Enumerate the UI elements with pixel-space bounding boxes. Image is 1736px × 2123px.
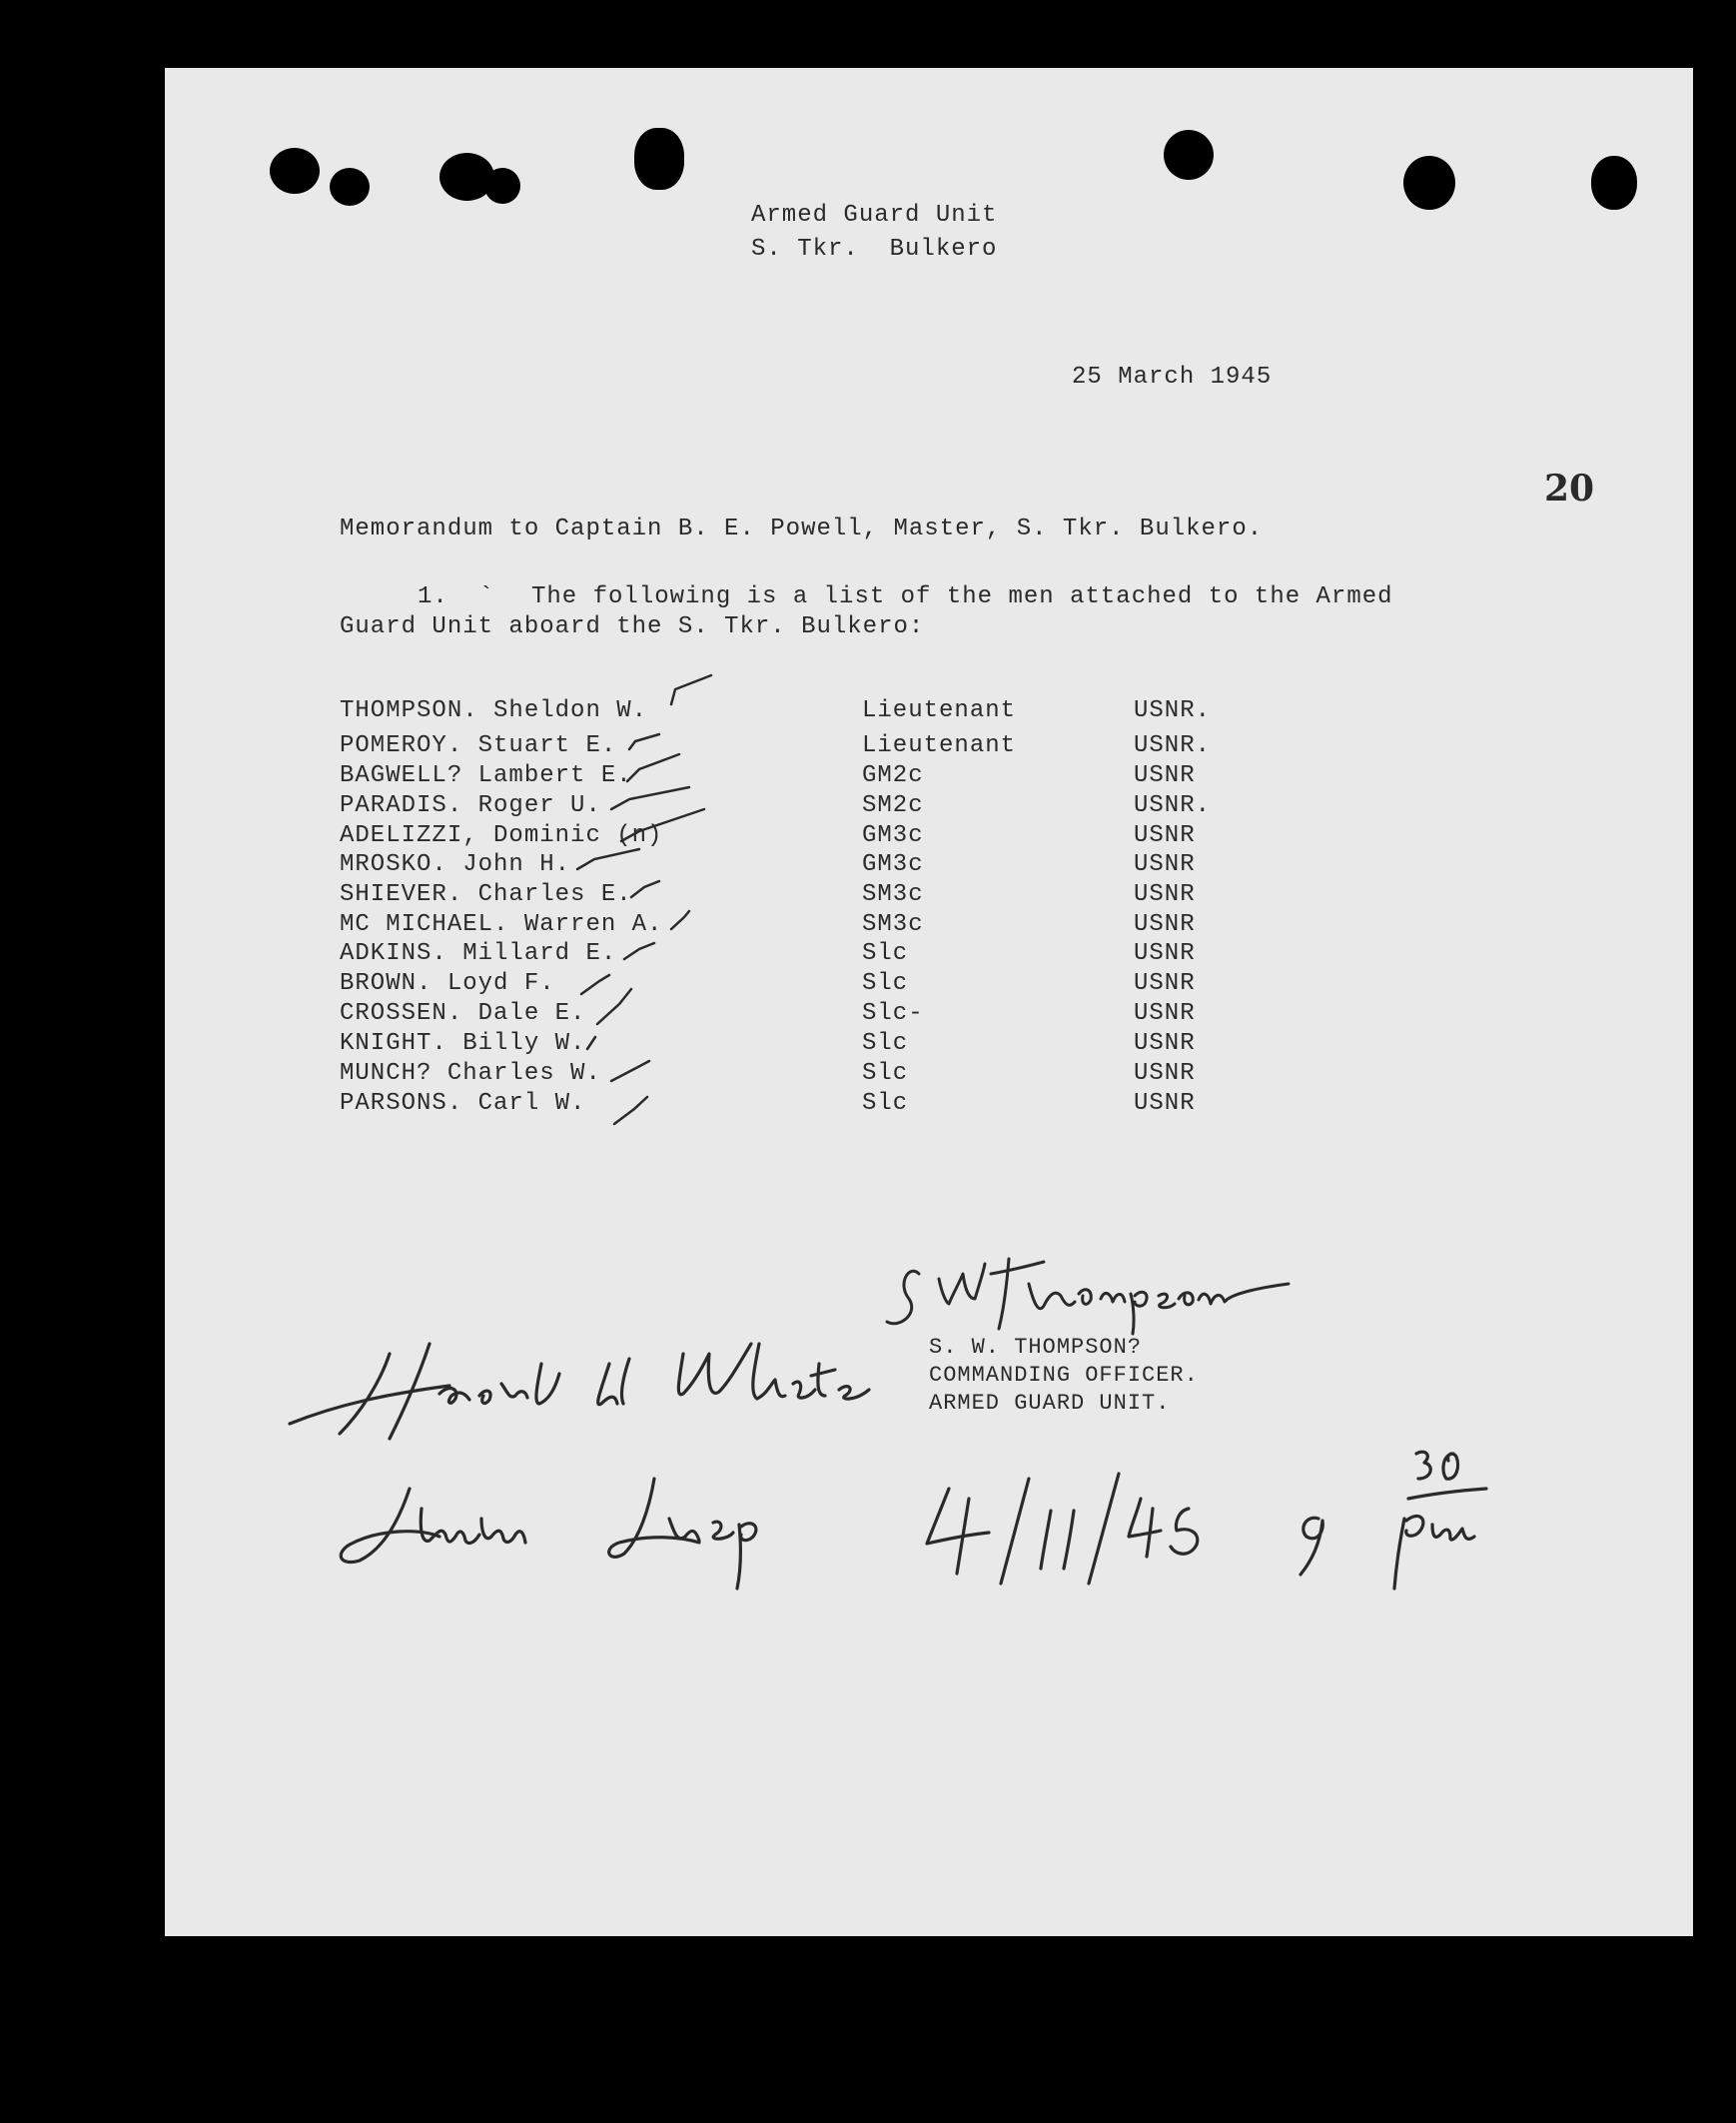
letterhead-line-1: Armed Guard Unit bbox=[751, 202, 998, 229]
crew-branch: USNR bbox=[1134, 911, 1196, 938]
check-mark bbox=[629, 734, 659, 749]
crew-rank: SM2c bbox=[862, 792, 924, 819]
signature-thompson bbox=[879, 1244, 1299, 1354]
check-mark bbox=[587, 1037, 595, 1049]
check-mark bbox=[597, 989, 631, 1024]
crew-name: BROWN. Loyd F. bbox=[340, 970, 555, 997]
crew-branch: USNR bbox=[1134, 940, 1196, 967]
check-mark bbox=[611, 1061, 649, 1081]
crew-branch: USNR bbox=[1134, 851, 1196, 878]
signer-title: COMMANDING OFFICER. bbox=[929, 1363, 1199, 1388]
crew-name: ADELIZZI, Dominic (n) bbox=[340, 822, 663, 849]
crew-branch: USNR bbox=[1134, 881, 1196, 908]
check-mark bbox=[624, 943, 654, 959]
crew-rank: SM3c bbox=[862, 911, 924, 938]
crew-rank: Slc bbox=[862, 940, 909, 967]
signer-unit: ARMED GUARD UNIT. bbox=[929, 1391, 1171, 1416]
crew-branch: USNR. bbox=[1134, 732, 1212, 759]
crew-name: MROSKO. John H. bbox=[340, 851, 571, 878]
check-mark bbox=[621, 809, 704, 841]
crew-branch: USNR bbox=[1134, 822, 1196, 849]
crew-rank: SM3c bbox=[862, 881, 924, 908]
paragraph-number: 1. ` bbox=[418, 583, 495, 610]
crew-name: THOMPSON. Sheldon W. bbox=[340, 697, 648, 724]
crew-rank: Lieutenant bbox=[862, 732, 1017, 759]
crew-rank: GM3c bbox=[862, 822, 924, 849]
inspection-notation bbox=[330, 1449, 1568, 1598]
check-mark bbox=[627, 754, 679, 781]
crew-name: CROSSEN. Dale E. bbox=[340, 1000, 586, 1027]
crew-name: MC MICHAEL. Warren A. bbox=[340, 911, 663, 938]
crew-name: PARSONS. Carl W. bbox=[340, 1090, 586, 1117]
crew-rank: Lieutenant bbox=[862, 697, 1017, 724]
crew-name: BAGWELL? Lambert E. bbox=[340, 762, 632, 789]
crew-name: POMEROY. Stuart E. bbox=[340, 732, 617, 759]
crew-name: PARADIS. Roger U. bbox=[340, 792, 601, 819]
crew-branch: USNR. bbox=[1134, 697, 1212, 724]
paragraph-line-2: Guard Unit aboard the S. Tkr. Bulkero: bbox=[340, 613, 925, 640]
crew-branch: USNR bbox=[1134, 970, 1196, 997]
crew-name: SHIEVER. Charles E. bbox=[340, 881, 632, 908]
crew-rank: GM3c bbox=[862, 851, 924, 878]
check-mark bbox=[611, 787, 689, 809]
crew-branch: USNR. bbox=[1134, 792, 1212, 819]
memo-line: Memorandum to Captain B. E. Powell, Master, S. Tkr. Bulkero. bbox=[340, 516, 1264, 542]
document-date: 25 March 1945 bbox=[1072, 364, 1273, 391]
crew-branch: USNR bbox=[1134, 1000, 1196, 1027]
crew-rank: Slc bbox=[862, 1090, 909, 1117]
crew-rank: Slc bbox=[862, 1060, 909, 1087]
page-number: 20 bbox=[1544, 468, 1595, 510]
check-mark bbox=[671, 911, 689, 929]
letterhead-line-2: S. Tkr. Bulkero bbox=[751, 236, 998, 263]
check-mark bbox=[581, 975, 609, 994]
check-mark bbox=[577, 849, 639, 869]
crew-rank: Slc- bbox=[862, 1000, 924, 1027]
check-mark bbox=[631, 881, 659, 897]
crew-branch: USNR bbox=[1134, 1060, 1196, 1087]
check-mark bbox=[671, 675, 711, 704]
crew-rank: Slc bbox=[862, 970, 909, 997]
crew-rank: Slc bbox=[862, 1030, 909, 1057]
crew-name: MUNCH? Charles W. bbox=[340, 1060, 601, 1087]
signature-white bbox=[280, 1304, 919, 1464]
check-mark bbox=[614, 1097, 647, 1124]
crew-rank: GM2c bbox=[862, 762, 924, 789]
crew-branch: USNR bbox=[1134, 762, 1196, 789]
crew-branch: USNR bbox=[1134, 1090, 1196, 1117]
crew-name: ADKINS. Millard E. bbox=[340, 940, 617, 967]
signer-name: S. W. THOMPSON? bbox=[929, 1335, 1143, 1360]
paragraph-line-1: The following is a list of the men attached to the Armed bbox=[531, 583, 1393, 610]
crew-name: KNIGHT. Billy W. bbox=[340, 1030, 586, 1057]
crew-branch: USNR bbox=[1134, 1030, 1196, 1057]
